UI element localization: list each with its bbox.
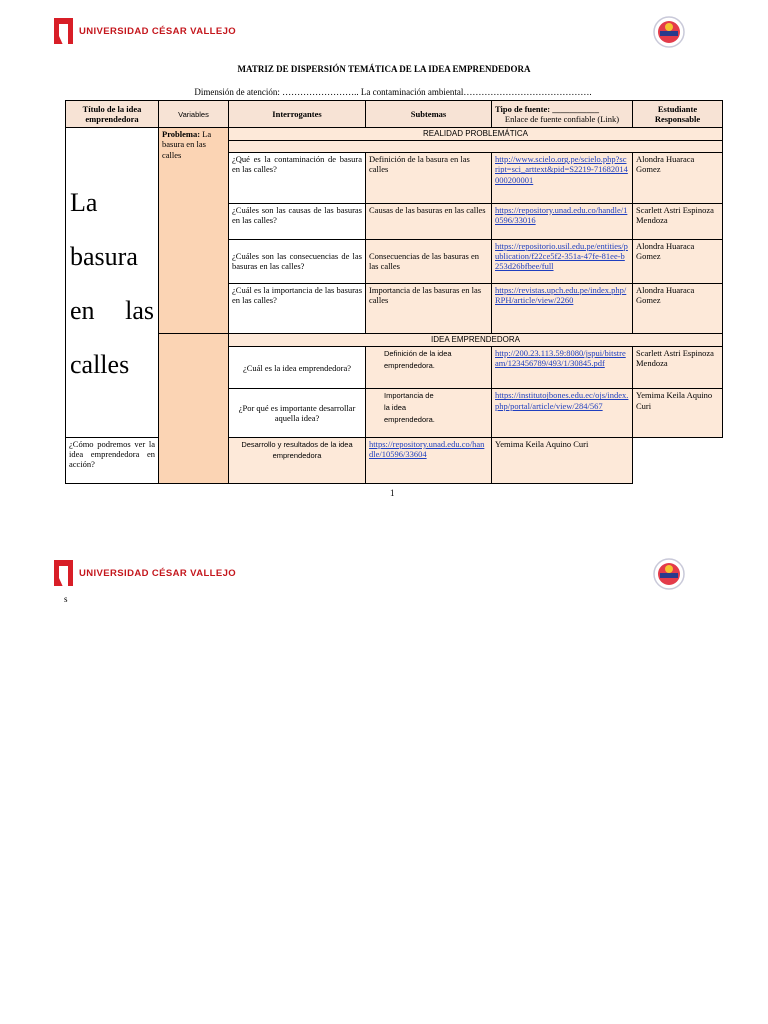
university-logo xyxy=(54,18,236,44)
subtopic-cell: Causas de las basuras en las calles xyxy=(366,203,492,239)
emblem-seal-icon xyxy=(644,554,694,594)
subtopic-cell: Consecuencias de las basuras en las calles xyxy=(366,239,492,283)
col-header-estudiante: Estudiante Responsable xyxy=(633,101,723,128)
student-cell: Yemima Keila Aquino Curi xyxy=(633,389,723,437)
document-title: MATRIZ DE DISPERSIÓN TEMÁTICA DE LA IDEA EMPRENDEDORA xyxy=(237,64,531,74)
section-realidad-problematica: REALIDAD PROBLEMÁTICA xyxy=(229,128,723,141)
link-cell xyxy=(492,239,633,283)
enlace-label: Enlace de fuente confiable (Link) xyxy=(504,114,620,125)
variable-idea-cell xyxy=(159,334,229,484)
idea-title-cell: La basura en las calles xyxy=(66,128,159,438)
source-link[interactable]: https://repository.unad.edu.co/handle/10596/33604 xyxy=(369,438,485,459)
source-link[interactable]: http://200.23.113.59:8080/jspui/bitstream/123456789/493/1/30845.pdf xyxy=(495,348,626,369)
link-cell xyxy=(492,153,633,203)
problema-text: La basura en las calles xyxy=(162,129,212,160)
emblem-seal-icon xyxy=(644,12,694,52)
link-cell xyxy=(492,347,633,389)
link-cell xyxy=(492,203,633,239)
source-link[interactable]: https://institutojbones.edu.ec/ojs/index.php/portal/article/view/284/567 xyxy=(495,390,629,411)
link-cell xyxy=(492,283,633,333)
university-logo-page2 xyxy=(54,560,236,586)
link-cell xyxy=(492,389,633,437)
tipo-fuente-label: Tipo de fuente: ___________ xyxy=(495,103,599,114)
source-link[interactable]: http://www.scielo.org.pe/scielo.php?script=sci_arttext&pid=S2219-71682014000200001 xyxy=(495,154,628,185)
question-cell: ¿Por qué es importante desarrollar aquella idea? xyxy=(229,389,366,437)
source-link[interactable]: https://repository.unad.edu.co/handle/10596/33016 xyxy=(495,204,628,225)
problema-label: Problema: xyxy=(162,129,201,140)
logo-text: UNIVERSIDAD CÉSAR VALLEJO xyxy=(79,567,237,579)
document-subtitle: Dimensión de atención: …………………….. La contaminación ambiental……………………………………. xyxy=(194,87,592,97)
col-header-tipo-fuente xyxy=(492,101,633,128)
student-cell: Alondra Huaraca Gomez xyxy=(633,153,723,203)
problema-cell xyxy=(159,128,229,334)
section-row-realidad xyxy=(66,128,723,141)
ucv-shield-icon xyxy=(54,560,73,586)
subtopic-cell: Definición de la basura en las calles xyxy=(366,153,492,203)
question-cell: ¿Qué es la contaminación de basura en las calles? xyxy=(229,153,366,203)
empty-bar xyxy=(229,141,723,153)
question-cell: ¿Cuáles son las consecuencias de las basuras en las calles? xyxy=(229,239,366,283)
dispersion-matrix-table xyxy=(65,100,723,484)
subtopic-cell: Importancia de las basuras en las calles xyxy=(366,283,492,333)
logo-text: UNIVERSIDAD CÉSAR VALLEJO xyxy=(79,25,237,37)
student-cell: Yemima Keila Aquino Curi xyxy=(492,437,633,483)
source-link[interactable]: https://revistas.upch.edu.pe/index.php/RPH/article/view/2260 xyxy=(495,284,627,306)
stray-text: s xyxy=(64,594,68,604)
source-link[interactable]: https://repositorio.usil.edu.pe/entities/publication/f22ce5f2-351a-47fe-81ee-b253d26bfbee/full xyxy=(495,240,628,272)
question-cell: ¿Cómo podremos ver la idea emprendedora en acción? xyxy=(66,437,159,483)
page-number: 1 xyxy=(390,488,395,498)
student-cell: Scarlett Astri Espinoza Mendoza xyxy=(633,203,723,239)
col-header-interrogantes: Interrogantes xyxy=(229,101,366,128)
subtopic-cell: Importancia de la idea emprendedora. xyxy=(366,389,492,437)
student-cell: Alondra Huaraca Gomez xyxy=(633,283,723,333)
question-cell: ¿Cuáles son las causas de las basuras en las calles? xyxy=(229,203,366,239)
ucv-shield-icon xyxy=(54,18,73,44)
subtopic-cell: Definición de la idea emprendedora. xyxy=(366,347,492,389)
header-row xyxy=(66,101,723,128)
col-header-variables: Variables xyxy=(159,101,229,128)
question-cell: ¿Cuál es la idea emprendedora? xyxy=(229,347,366,389)
col-header-titulo: Título de la idea emprendedora xyxy=(66,101,159,128)
subtopic-cell: Desarrollo y resultados de la idea emprendedora xyxy=(229,437,366,483)
col-header-subtemas: Subtemas xyxy=(366,101,492,128)
section-row-idea xyxy=(66,334,723,347)
question-cell: ¿Cuál es la importancia de las basuras en las calles? xyxy=(229,283,366,333)
student-cell: Alondra Huaraca Gomez xyxy=(633,239,723,283)
section-idea-emprendedora: IDEA EMPRENDEDORA xyxy=(229,334,723,347)
student-cell: Scarlett Astri Espinoza Mendoza xyxy=(633,347,723,389)
link-cell xyxy=(366,437,492,483)
